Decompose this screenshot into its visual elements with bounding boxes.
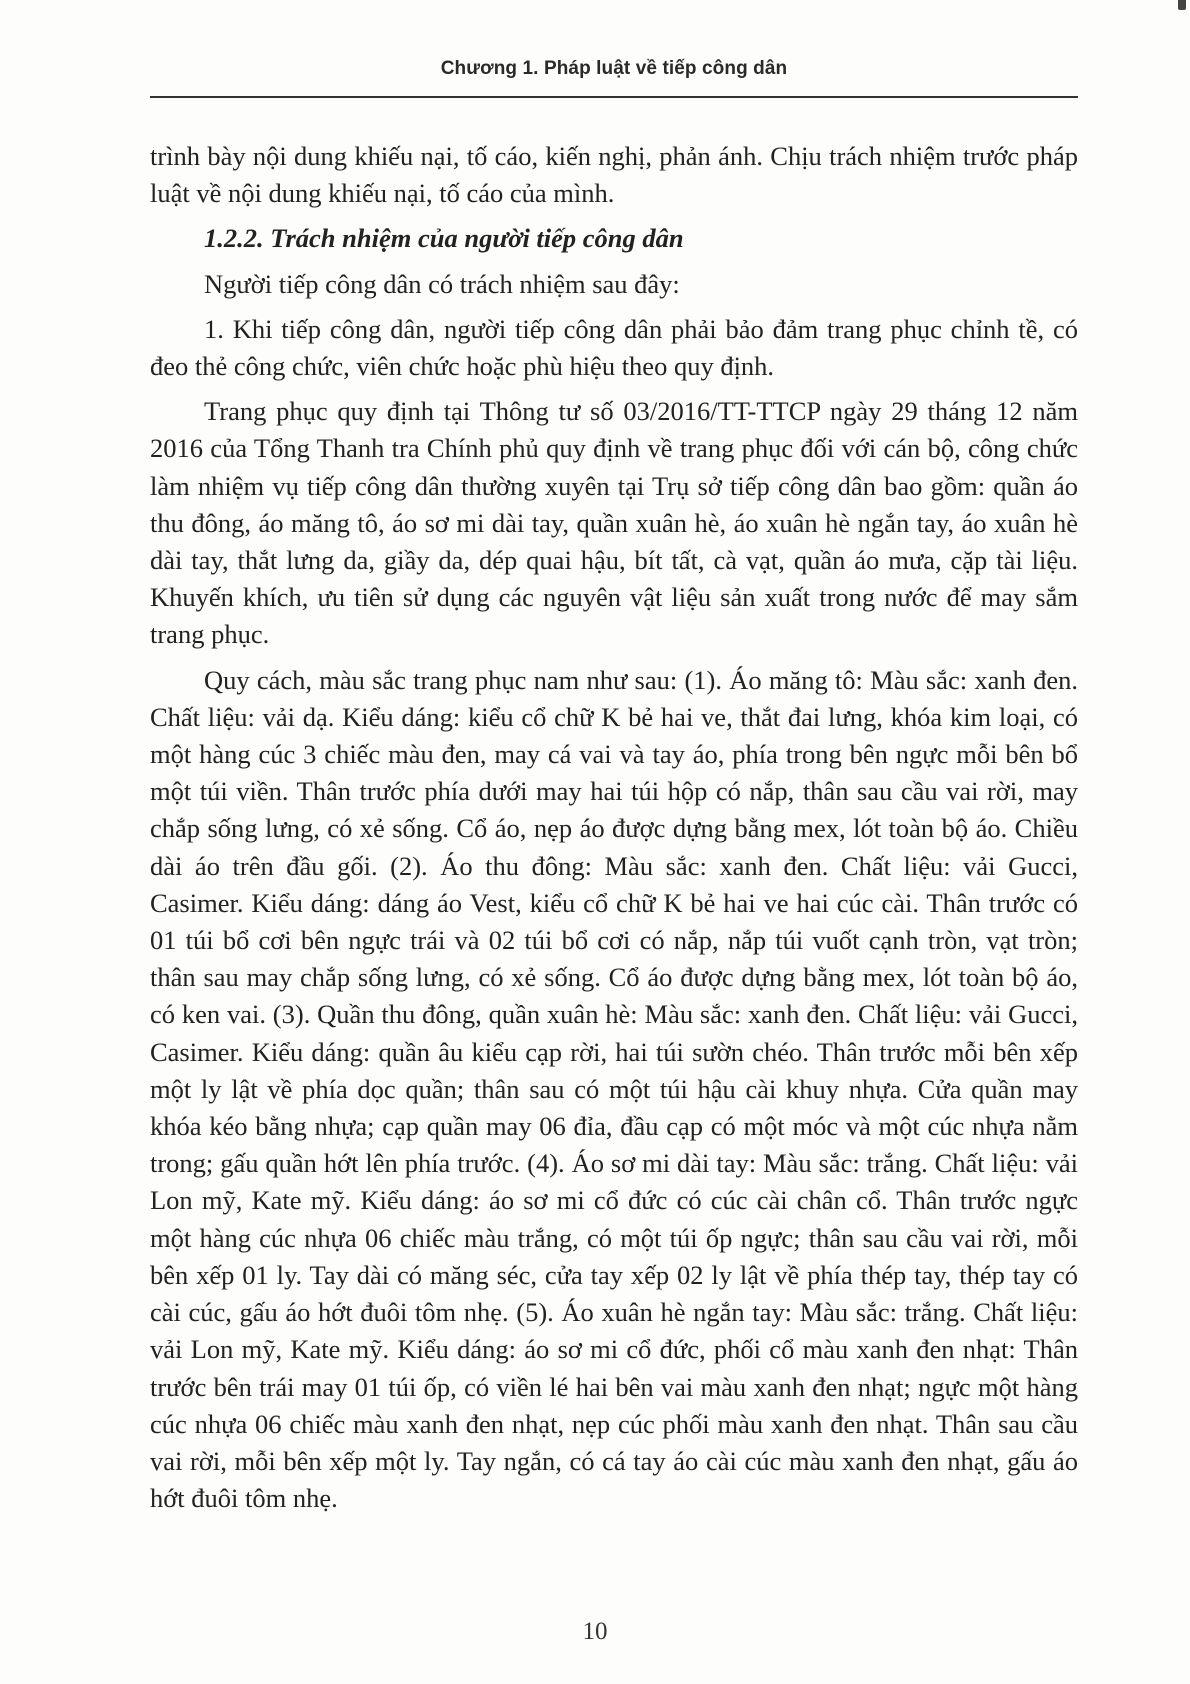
- header-rule: [150, 96, 1078, 98]
- section-heading: 1.2.2. Trách nhiệm của người tiếp công dân: [204, 223, 684, 254]
- running-header: Chương 1. Pháp luật về tiếp công dân: [440, 58, 788, 79]
- paragraph-continuation: trình bày nội dung khiếu nại, tố cáo, kiến nghị, phản ánh. Chịu trách nhiệm trước pháp luật về nội dung khiếu nại, tố cáo của mình.: [150, 141, 1078, 209]
- paragraph-intro: Người tiếp công dân có trách nhiệm sau đây:: [204, 268, 680, 299]
- paragraph-male-uniform-specs: Quy cách, màu sắc trang phục nam như sau: (1). Áo măng tô: Màu sắc: xanh đen. Chất liệu: vải dạ. Kiểu dáng: kiểu cổ chữ K bẻ hai ve, thắt đai lưng, khóa kim loại, có một hàng cúc 3 chiếc màu đen, may cá vai và tay áo, phía trong bên ngực mỗi bên bổ một túi viền. Thân trước phía dưới may hai túi hộp có nắp, thân sau cầu vai rời, may chắp sống lưng, có xẻ sống. Cổ áo, nẹp áo được dựng bằng mex, lót toàn bộ áo. Chiều dài áo trên đầu gối. (2). Áo thu đông: Màu sắc: xanh đen. Chất liệu: vải Gucci, Casimer. Kiểu dáng: dáng áo Vest, kiểu cổ chữ K bẻ hai ve hai cúc cài. Thân trước có 01 túi bổ cơi bên ngực trái và 02 túi bổ cơi có nắp, nắp túi vuốt cạnh tròn, vạt tròn; thân sau may chắp sống lưng, có xẻ sống. Cổ áo được dựng bằng mex, lót toàn bộ áo, có ken vai. (3). Quần thu đông, quần xuân hè: Màu sắc: xanh đen. Chất liệu: vải Gucci, Casimer. Kiểu dáng: quần âu kiểu cạp rời, hai túi sườn chéo. Thân trước mỗi bên xếp một ly lật về phía dọc quần; thân sau có một túi hậu cài khuy nhựa. Cửa quần may khóa kéo bằng nhựa; cạp quần may 06 đỉa, đầu cạp có một móc và một cúc nhựa nằm trong; gấu quần hớt lên phía trước. (4). Áo sơ mi dài tay: Màu sắc: trắng. Chất liệu: vải Lon mỹ, Kate mỹ. Kiểu dáng: áo sơ mi cổ đức có cúc cài chân cổ. Thân trước ngực một hàng cúc nhựa 06 chiếc màu trắng, có một túi ốp ngực; thân sau cầu vai rời, mỗi bên xếp 01 ly. Tay dài có măng séc, cửa tay xếp 02 ly lật về phía thép tay, thép tay có cài cúc, gấu áo hớt đuôi tôm nhẹ. (5). Áo xuân hè ngắn tay: Màu sắc: trắng. Chất liệu: vải Lon mỹ, Kate mỹ. Kiểu dáng: áo sơ mi cổ đức, phối cổ màu xanh đen nhạt: Thân trước bên trái may 01 túi ốp, có viền lé hai bên vai màu xanh đen nhạt; ngực một hàng cúc nhựa 06 chiếc màu xanh đen nhạt, nẹp cúc phối màu xanh đen nhạt. Thân sau cầu vai rời, mỗi bên xếp một ly. Tay ngắn, có cá tay áo cài cúc màu xanh đen nhạt, gấu áo hớt đuôi tôm nhẹ.: [150, 664, 1078, 1514]
- paragraph-uniform-regulation: Trang phục quy định tại Thông tư số 03/2016/TT-TTCP ngày 29 tháng 12 năm 2016 của Tổng Thanh tra Chính phủ quy định về trang phục đối với cán bộ, công chức làm nhiệm vụ tiếp công dân thường xuyên tại Trụ sở tiếp công dân bao gồm: quần áo thu đông, áo măng tô, áo sơ mi dài tay, quần xuân hè, áo xuân hè ngắn tay, áo xuân hè dài tay, thắt lưng da, giầy da, dép quai hậu, bít tất, cà vạt, quần áo mưa, cặp tài liệu. Khuyến khích, ưu tiên sử dụng các nguyên vật liệu sản xuất trong nước để may sắm trang phục.: [150, 396, 1078, 650]
- page-number: 10: [582, 1618, 608, 1645]
- body-text: [150, 138, 1078, 1525]
- paragraph-item-1: 1. Khi tiếp công dân, người tiếp công dân phải bảo đảm trang phục chỉnh tề, có đeo thẻ công chức, viên chức hoặc phù hiệu theo quy định.: [150, 313, 1078, 382]
- scan-corner-mark: [1178, 0, 1186, 10]
